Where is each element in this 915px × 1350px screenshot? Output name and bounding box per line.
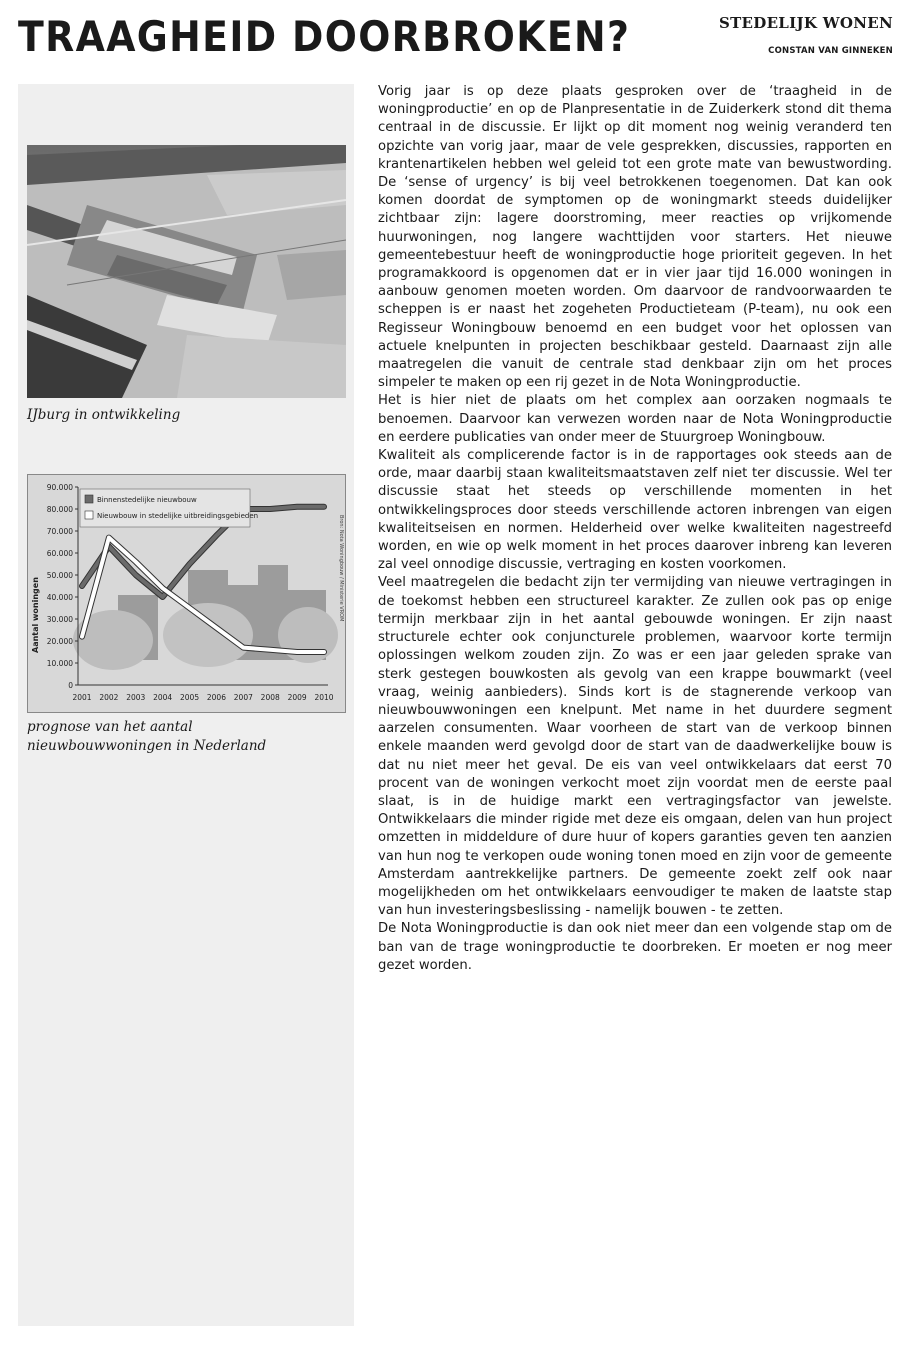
- y-tick-label: 20.000: [46, 637, 73, 646]
- article-paragraph: Kwaliteit als complicerende factor is in de rapportages ook steeds aan de orde, maar daarbij staan kwaliteitsmaatstaven zelf niet ter discussie. Wel ter discussie staat het steeds op verschillende momenten in het ontwikkelingsproces door steeds verschillende actoren inbrengen van eigen kwaliteitseisen en normen. Helderheid over welke kwaliteiten nagestreefd worden, en wie op welk moment in het proces daarover inbreng kan leveren zal veel onnodige discussie, vertraging en kosten voorkomen.: [378, 448, 892, 573]
- y-tick-label: 90.000: [46, 483, 73, 492]
- y-tick-label: 30.000: [46, 615, 73, 624]
- x-tick-label: 2001: [72, 693, 92, 702]
- section-label: STEDELIJK WONEN: [718, 14, 893, 32]
- series-2-point: [162, 587, 164, 589]
- x-tick-label: 2008: [260, 693, 280, 702]
- series-2-point: [81, 636, 83, 638]
- x-tick-label: 2010: [314, 693, 334, 702]
- article-body: [378, 83, 892, 975]
- y-axis-label: Aantal woningen: [31, 577, 40, 653]
- article-paragraph: Veel maatregelen die bedacht zijn ter vermijding van nieuwe vertragingen in de toekomst hebben een structureel karakter. Ze zullen ook pas op enige termijn merkbaar zijn in het aantal gebouwde woningen. Er zijn naast structurele echter ook conjuncturele problemen, waarvoor korte termijn oplossingen welkom zouden zijn. Zo was er een jaar geleden sprake van sterk gestegen bouwkosten als gevolg van een krappe bouwmarkt (veel vraag, weinig aanbieders). Sinds kort is de stagnerende verkoop van nieuwbouwwoningen een knelpunt. Met name in het duurdere segment aarzelen consumenten. Waar voorheen de start van de verkoop binnen enkele maanden werd gevolgd door de start van de daadwerkelijke bouw is dat nu niet meer het geval. De eis van veel ontwikkelaars dat eerst 70 procent van de woningen verkocht moet zijn voordat men de eerste paal slaat, is in de huidige markt een vertragingsfactor van jewelste. Ontwikkelaars die minder rigide met deze eis omgaan, delen van hun project omzetten in middeldure of dure huur of kopers garanties geven ten aanzien van hun nog te verkopen oude woning tonen moed en zijn voor de gemeente Amsterdam aantrekkelijke partners. De gemeente zoekt zelf ook naar mogelijkheden om het ontwikkelaars eenvoudiger te maken de laatste stap van hun investeringsbeslissing - namelijk bouwen - te zetten.: [378, 575, 892, 919]
- article-paragraph: Vorig jaar is op deze plaats gesproken over de ‘traagheid in de woningproductie’ en op de Planpresentatie in de Zuiderkerk stond dit thema centraal in de discussie. Er lijkt op dit moment nog weinig veranderd ten opzichte van vorig jaar, maar de vele gesprekken, discussies, rapporten en krantenartikelen hebben wel geleid tot een grote mate van bewustwording. De ‘sense of urgency’ is bij veel betrokkenen toegenomen. Dat kan ook komen doordat de symptomen op de woningmarkt steeds duidelijker zichtbaar zijn: lagere doorstroming, meer reacties op vrijkomende huurwoningen, nog langere wachttijden voor starters. Het nieuwe gemeentebestuur heeft de woningproductie hoge prioriteit gegeven. In het programakkoord is opgenomen dat er in vier jaar tijd 16.000 woningen in aanbouw genomen moeten worden. Om daarvoor de randvoorwaarden te scheppen is er naast het zogeheten Productieteam (P-team), nu ook een Regisseur Woningbouw benoemd en een budget voor het oplossen van actuele knelpunten in projecten beschikbaar gesteld. Daarnaast zijn alle maatregelen die vanuit de centrale stad denkbaar zijn om het proces simpeler te maken op een rij gezet in de Nota Woningproductie.: [378, 84, 892, 391]
- x-tick-label: 2004: [153, 693, 173, 702]
- series-2-point: [189, 607, 191, 609]
- legend-label: Nieuwbouw in stedelijke uitbreidingsgebieden: [97, 512, 259, 520]
- legend-swatch: [85, 511, 93, 519]
- series-1-point: [269, 508, 271, 510]
- article-paragraph: Het is hier niet de plaats om het complex aan oorzaken nogmaals te benoemen. Daarvoor kan verwezen worden naar de Nota Woningproductie en eerdere publicaties van onder meer de Stuurgroep Woningbouw.: [378, 393, 892, 445]
- chart-svg: [28, 475, 345, 712]
- chart-caption: prognose van het aantal nieuwbouwwoningen in Nederland: [27, 719, 267, 754]
- page-title: TRAAGHEID DOORBROKEN?: [18, 12, 631, 61]
- series-1-point: [296, 506, 298, 508]
- x-tick-label: 2009: [287, 693, 307, 702]
- x-tick-label: 2005: [180, 693, 200, 702]
- series-2-point: [108, 537, 110, 539]
- x-tick-label: 2006: [206, 693, 226, 702]
- series-1-point: [81, 585, 83, 587]
- y-tick-label: 60.000: [46, 549, 73, 558]
- y-tick-label: 40.000: [46, 593, 73, 602]
- series-2-point: [216, 627, 218, 629]
- series-2-point: [135, 561, 137, 563]
- series-1-point: [189, 563, 191, 565]
- photo-caption: IJburg in ontwikkeling: [27, 407, 181, 423]
- legend-label: Binnenstedelijke nieuwbouw: [97, 496, 197, 504]
- x-tick-label: 2003: [126, 693, 146, 702]
- aerial-photo-icon: [27, 145, 346, 398]
- y-tick-label: 70.000: [46, 527, 73, 536]
- series-2-point: [296, 651, 298, 653]
- housing-chart: [27, 474, 346, 713]
- legend-swatch: [85, 495, 93, 503]
- series-2-point: [323, 651, 325, 653]
- article-paragraph: De Nota Woningproductie is dan ook niet meer dan een volgende stap om de ban van de trage woningproductie te doorbreken. Er moeten er nog meer gezet worden.: [378, 921, 892, 973]
- author-name: CONSTAN VAN GINNEKEN: [768, 46, 893, 56]
- y-tick-label: 80.000: [46, 505, 73, 514]
- chart-source-label: Bron: Nota Woningbouw / Ministerie VROM: [338, 515, 344, 622]
- series-2-point: [243, 647, 245, 649]
- series-2-point: [269, 649, 271, 651]
- series-1-point: [216, 535, 218, 537]
- aerial-photo: [27, 145, 346, 398]
- y-tick-label: 10.000: [46, 659, 73, 668]
- x-tick-label: 2007: [233, 693, 253, 702]
- series-1-point: [162, 596, 164, 598]
- y-tick-label: 50.000: [46, 571, 73, 580]
- series-1-point: [323, 506, 325, 508]
- legend-box: [80, 489, 250, 527]
- y-tick-label: 0: [68, 681, 73, 690]
- x-tick-label: 2002: [99, 693, 119, 702]
- series-1-point: [135, 574, 137, 576]
